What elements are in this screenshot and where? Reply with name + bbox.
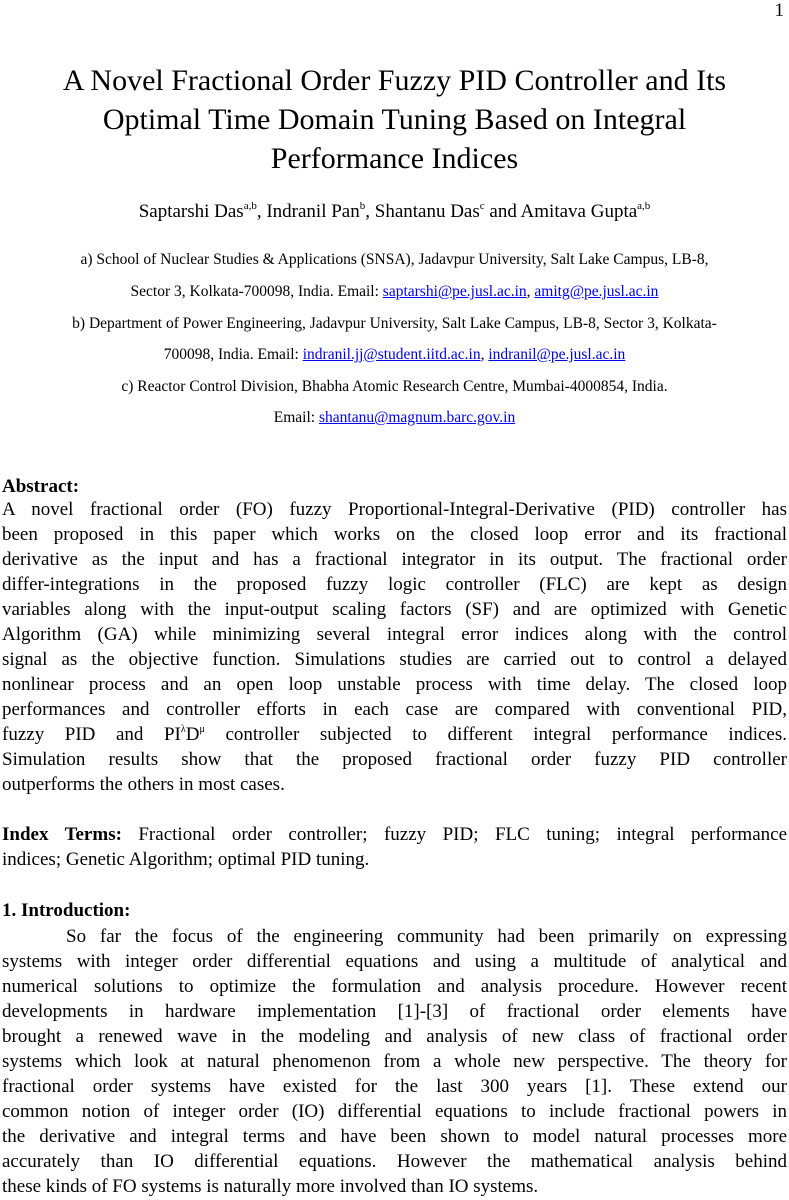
abstract-line: outperforms the others in most cases.	[2, 774, 285, 795]
abstract-line-pre: fuzzy PID and PI	[2, 724, 181, 745]
abstract-line: Algorithm (GA) while minimizing several integral error indices along with the control	[2, 624, 787, 645]
abstract-line: nonlinear process and an open loop unstable process with time delay. The closed loop	[2, 674, 787, 695]
affiliation-a-line-2	[0, 282, 789, 302]
abstract-line-mid: D	[185, 724, 200, 745]
author-separator: and	[484, 201, 521, 222]
author-4: Amitava Gupta	[520, 201, 638, 222]
abstract-body	[2, 497, 787, 797]
title-line-1: A Novel Fractional Order Fuzzy PID Controller and Its	[62, 64, 727, 97]
author-1-affiliation: a,b	[243, 200, 257, 212]
abstract-line: derivative as the input and has a fractional integrator in its output. The fractional order	[2, 549, 787, 570]
affiliation-b-email-label: 700098, India. Email:	[163, 346, 303, 363]
introduction-line: common notion of integer order (IO) differential equations to include fractional powers in	[2, 1101, 787, 1122]
introduction-line: systems which look at natural phenomenon from a whole new perspective. The theory for	[2, 1051, 787, 1072]
abstract-heading: Abstract:	[2, 476, 80, 497]
index-terms-label: Index Terms:	[2, 824, 122, 845]
index-terms-text: Fractional order controller; fuzzy PID; FLC tuning; integral performance	[121, 824, 788, 845]
abstract-line: been proposed in this paper which works on the closed loop error and its fractional	[2, 524, 787, 545]
page-number: 1	[774, 0, 784, 21]
abstract-line-post: controller subjected to different integral performance indices.	[204, 724, 787, 745]
abstract-line: performances and controller efforts in each case are compared with conventional PID,	[2, 699, 787, 720]
title-line-3: Performance Indices	[270, 142, 519, 175]
email-separator: ,	[526, 283, 535, 300]
author-1: Saptarshi Das	[138, 201, 244, 222]
introduction-line: systems with integer order differential equations and using a multitude of analytical and	[2, 951, 787, 972]
affiliation-c-email-label: Email:	[273, 409, 319, 426]
abstract-line: differ-integrations in the proposed fuzzy logic controller (FLC) are kept as design	[2, 574, 787, 595]
email-link-amitg[interactable]: amitg@pe.jusl.ac.in	[534, 283, 659, 300]
introduction-heading: 1. Introduction:	[2, 900, 131, 921]
introduction-line: the derivative and integral terms and have been shown to model natural processes more	[2, 1126, 787, 1147]
author-3-affiliation: c	[479, 200, 485, 212]
index-terms	[2, 822, 787, 872]
email-link-indranil-jusl[interactable]: indranil@pe.jusl.ac.in	[488, 346, 626, 363]
author-3: Shantanu Das	[374, 201, 480, 222]
title-line-2: Optimal Time Domain Tuning Based on Integral	[102, 103, 687, 136]
introduction-line: these kinds of FO systems is naturally more involved than IO systems.	[2, 1176, 539, 1197]
affiliation-b-line-1: b) Department of Power Engineering, Jadavpur University, Salt Lake Campus, LB-8, Sector 3, Kolkata-	[72, 315, 717, 332]
author-list	[0, 199, 789, 227]
introduction-line: accurately than IO differential equations. However the mathematical analysis behind	[2, 1151, 787, 1172]
introduction-line: developments in hardware implementation [1]-[3] of fractional order elements have	[2, 1001, 787, 1022]
email-separator: ,	[480, 346, 489, 363]
email-link-indranil-iitd[interactable]: indranil.jj@student.iitd.ac.in	[302, 346, 481, 363]
affiliation-c-line-1: c) Reactor Control Division, Bhabha Atomic Research Centre, Mumbai-4000854, India.	[121, 378, 668, 395]
introduction-line: numerical solutions to optimize the formulation and analysis procedure. However recent	[2, 976, 787, 997]
abstract-line: Simulation results show that the proposed fractional order fuzzy PID controller	[2, 749, 787, 770]
index-terms-line	[2, 822, 787, 847]
author-separator: ,	[256, 201, 267, 222]
affiliation-a-email-label: Sector 3, Kolkata-700098, India. Email:	[130, 283, 383, 300]
introduction-line: fractional order systems have existed for the last 300 years [1]. These extend our	[2, 1076, 787, 1097]
author-separator: ,	[365, 201, 375, 222]
author-4-affiliation: a,b	[637, 200, 651, 212]
author-2: Indranil Pan	[266, 201, 360, 222]
author-2-affiliation: b	[359, 200, 366, 212]
affiliation-c-line-2	[0, 408, 789, 428]
affiliation-b-line-2	[0, 345, 789, 365]
abstract-line-controller	[2, 722, 787, 747]
index-terms-line: indices; Genetic Algorithm; optimal PID tuning.	[2, 849, 370, 870]
affiliation-a-line-1: a) School of Nuclear Studies & Applications (SNSA), Jadavpur University, Salt Lake Campus, LB-8,	[80, 251, 709, 268]
mu-superscript: μ	[199, 724, 205, 735]
email-link-saptarshi[interactable]: saptarshi@pe.jusl.ac.in	[382, 283, 527, 300]
email-link-shantanu[interactable]: shantanu@magnum.barc.gov.in	[318, 409, 516, 426]
introduction-line: brought a renewed wave in the modeling and analysis of new class of fractional order	[2, 1026, 787, 1047]
introduction-body	[2, 924, 787, 1199]
abstract-line: A novel fractional order (FO) fuzzy Proportional-Integral-Derivative (PID) controller has	[2, 499, 787, 520]
abstract-line: variables along with the input-output scaling factors (SF) and are optimized with Genetic	[2, 599, 787, 620]
lambda-superscript: λ	[180, 724, 186, 735]
abstract-line: signal as the objective function. Simulations studies are carried out to control a delayed	[2, 649, 787, 670]
introduction-line: So far the focus of the engineering community had been primarily on expressing	[66, 926, 787, 947]
paper-title	[20, 61, 769, 178]
